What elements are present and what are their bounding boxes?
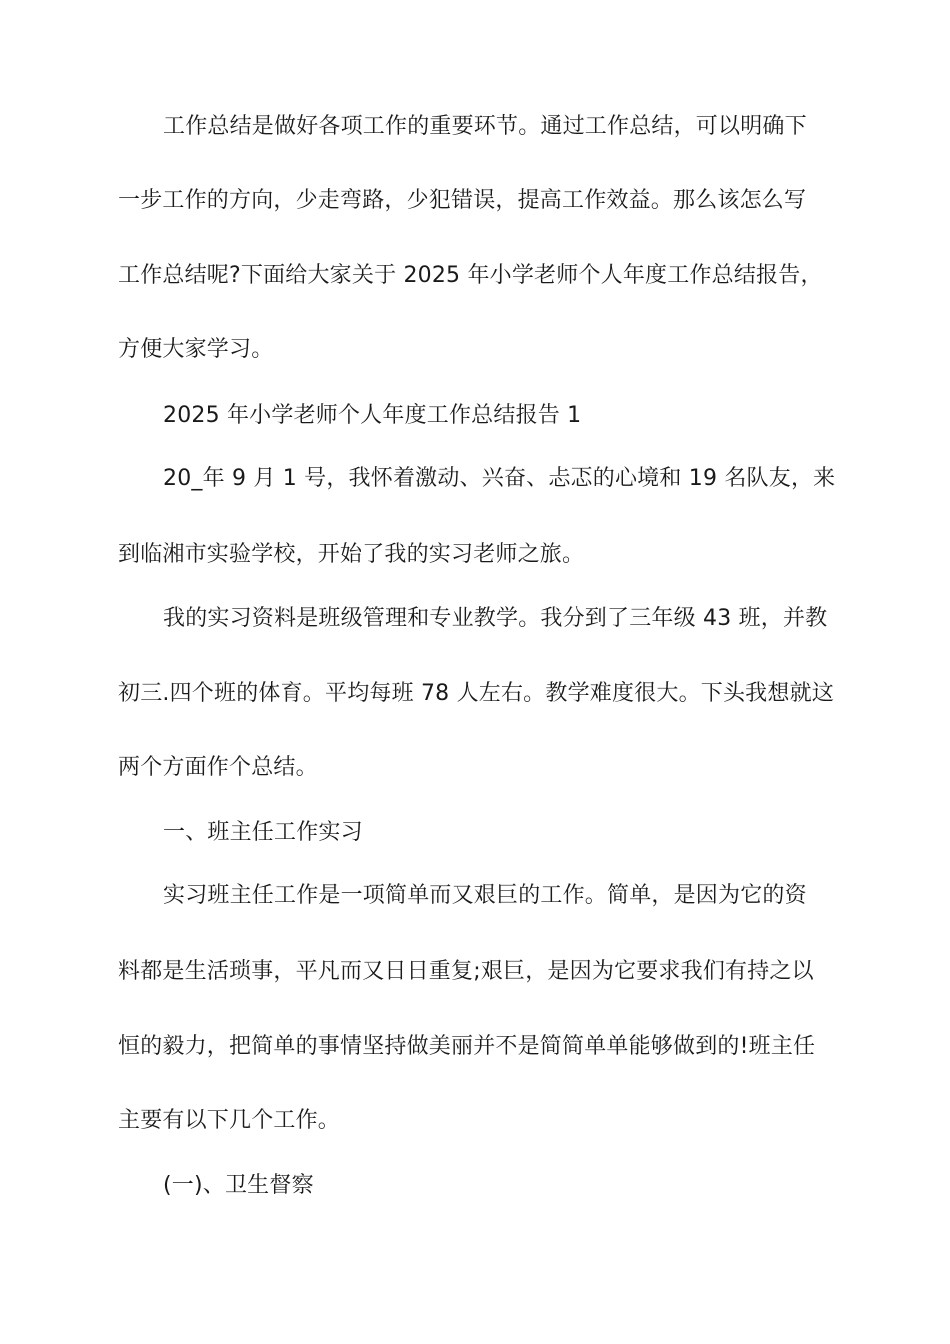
paragraph-line: 一步工作的方向，少走弯路，少犯错误，提高工作效益。那么该怎么写 xyxy=(118,188,807,213)
paragraph-line: 两个方面作个总结。 xyxy=(118,755,318,780)
paragraph-line: 到临湘市实验学校，开始了我的实习老师之旅。 xyxy=(118,542,585,567)
paragraph-line: 恒的毅力，把简单的事情坚持做美丽并不是简简单单能够做到的!班主任 xyxy=(118,1034,816,1059)
paragraph-line: 工作总结是做好各项工作的重要环节。通过工作总结，可以明确下 xyxy=(163,114,807,139)
paragraph-line: 初三.四个班的体育。平均每班 78 人左右。教学难度很大。下头我想就这 xyxy=(118,681,834,706)
paragraph-line: 20_年 9 月 1 号，我怀着激动、兴奋、忐忑的心境和 19 名队友，来 xyxy=(163,466,836,491)
paragraph-line: 工作总结呢?下面给大家关于 2025 年小学老师个人年度工作总结报告， xyxy=(118,263,823,288)
section-heading: 一、班主任工作实习 xyxy=(163,820,363,845)
paragraph-line: 主要有以下几个工作。 xyxy=(118,1108,341,1133)
subsection-heading: (一)、卫生督察 xyxy=(163,1173,314,1198)
section-title: 2025 年小学老师个人年度工作总结报告 1 xyxy=(163,403,582,428)
paragraph-line: 料都是生活琐事，平凡而又日日重复;艰巨，是因为它要求我们有持之以 xyxy=(118,959,814,984)
paragraph-line: 方便大家学习。 xyxy=(118,337,274,362)
paragraph-line: 实习班主任工作是一项简单而又艰巨的工作。简单，是因为它的资 xyxy=(163,883,807,908)
paragraph-line: 我的实习资料是班级管理和专业教学。我分到了三年级 43 班，并教 xyxy=(163,606,828,631)
